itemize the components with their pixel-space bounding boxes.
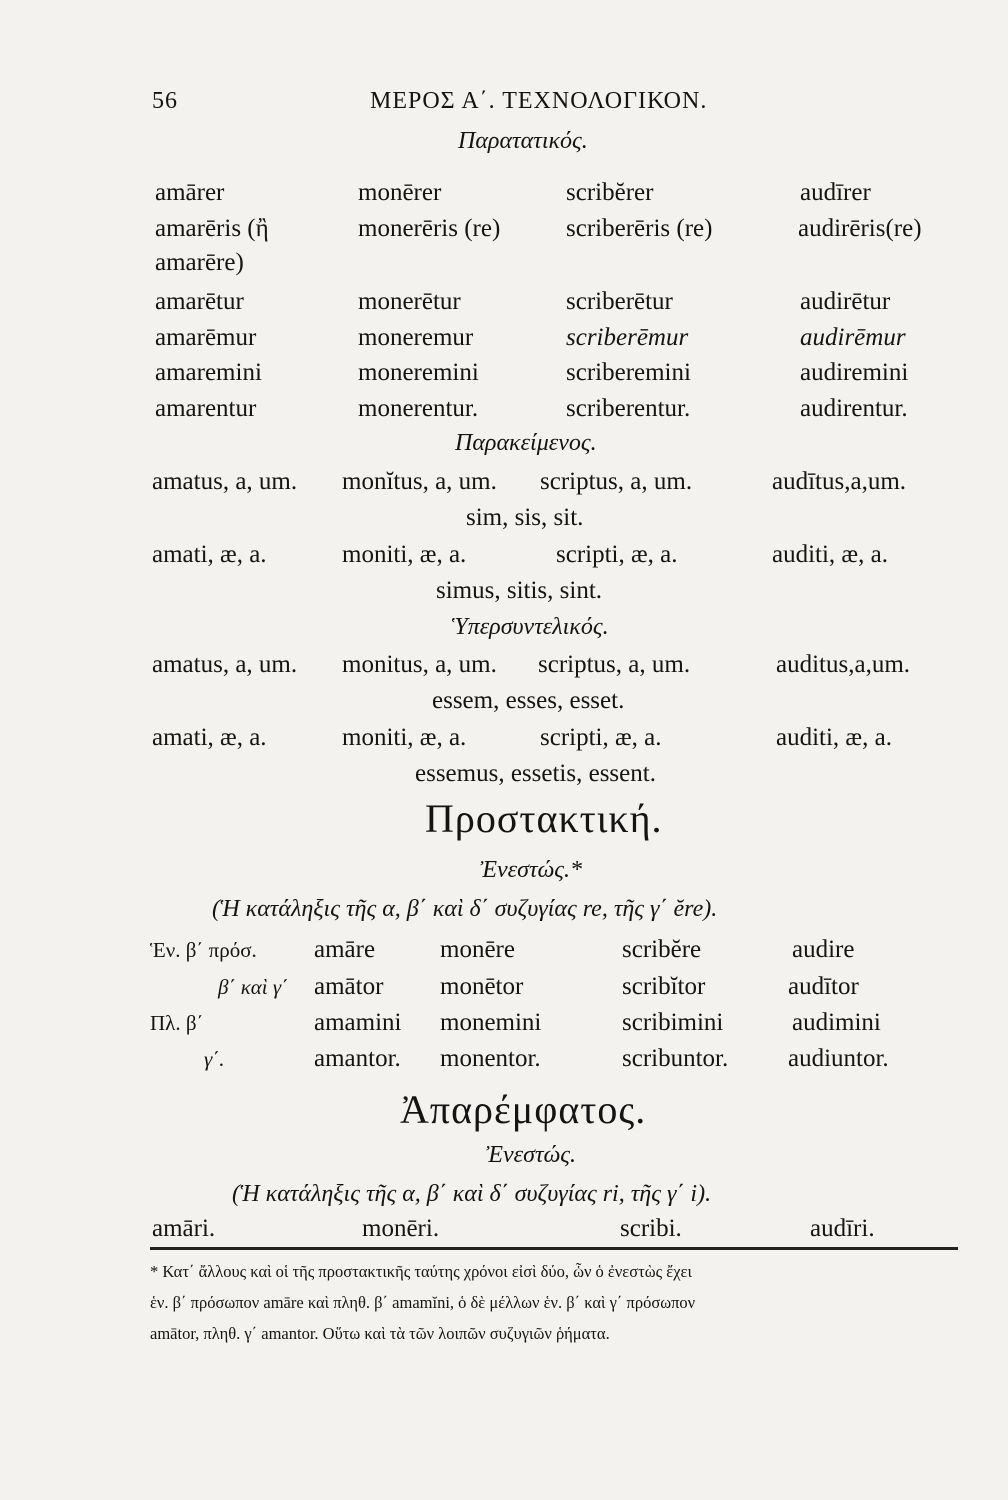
- heading-prostaktike: Προστακτική.: [425, 796, 663, 841]
- running-title: ΜΕΡΟΣ Α΄. ΤΕΧΝΟΛΟΓΙΚΟΝ.: [370, 88, 708, 114]
- cell: monerētur: [358, 288, 461, 315]
- cell: auditi, æ, a.: [776, 724, 892, 751]
- cell: scriberentur.: [566, 395, 691, 422]
- footnote-line: ἑν. β΄ πρόσωπον amāre καὶ πληθ. β΄ amamĭni, ὁ δὲ μέλλων ἑν. β΄ καὶ γ΄ πρόσωπον: [150, 1293, 696, 1312]
- row-label: Πλ. β΄: [150, 1011, 204, 1035]
- cell: audīrer: [800, 179, 871, 206]
- cell: monerēris (re): [358, 215, 501, 242]
- cell: amati, æ, a.: [152, 724, 267, 751]
- cell: amarēmur: [155, 324, 257, 351]
- cell: auditi, æ, a.: [772, 541, 888, 568]
- cell: amati, æ, a.: [152, 541, 267, 568]
- row-label: β΄ καὶ γ΄: [218, 975, 289, 999]
- section-enestos: Ἐνεστώς.*: [480, 857, 583, 883]
- section-parakeimenos: Παρακείμενος.: [455, 430, 597, 456]
- cell: amatus, a, um.: [152, 468, 298, 495]
- cell: monētor: [440, 973, 524, 1000]
- cell: amārer: [155, 179, 225, 206]
- cell: monērer: [358, 179, 442, 206]
- footnote-line: * Κατ΄ ἄλλους καὶ οἱ τῆς προστακτικῆς ταύτης χρόνοι εἰσὶ δύο, ὧν ὁ ἐνεστὼς ἔχει: [150, 1262, 692, 1281]
- cell: scripti, æ, a.: [540, 724, 662, 751]
- cell: scriberemini: [566, 359, 691, 386]
- cell: audirēris(re): [798, 215, 922, 242]
- footnote-line: amātor, πληθ. γ΄ amantor. Οὕτω καὶ τὰ τῶν λοιπῶν συζυγιῶν ῥήματα.: [150, 1324, 610, 1343]
- cell: scriptus, a, um.: [538, 651, 691, 678]
- cell: monĭtus, a, um.: [342, 468, 497, 495]
- footnote-rule: [150, 1247, 958, 1250]
- cell: amāre: [314, 936, 376, 963]
- cell: amarēris (ἢ: [155, 215, 269, 242]
- cell: moneremur: [358, 324, 474, 351]
- section-paratatikos: Παρατατικός.: [458, 128, 588, 154]
- cell: audiuntor.: [788, 1045, 889, 1072]
- cell: amarētur: [155, 288, 244, 315]
- cell: monēri.: [362, 1215, 440, 1242]
- cell: monemini: [440, 1009, 542, 1036]
- cell: amantor.: [314, 1045, 401, 1072]
- cell: audire: [792, 936, 855, 963]
- cell: scribĭtor: [622, 973, 706, 1000]
- cell: scribimini: [622, 1009, 724, 1036]
- page-number: 56: [152, 88, 178, 114]
- cell: amarēre): [155, 249, 244, 276]
- cell: audīri.: [810, 1215, 875, 1242]
- cell: moniti, æ, a.: [342, 724, 467, 751]
- cell: auditus,a,um.: [776, 651, 911, 678]
- cell: scribi.: [620, 1215, 682, 1242]
- cell: amaremini: [155, 359, 262, 386]
- cell: scripti, æ, a.: [556, 541, 678, 568]
- cell: scribuntor.: [622, 1045, 729, 1072]
- cell: monentor.: [440, 1045, 541, 1072]
- cell: audirentur.: [800, 395, 908, 422]
- cell: amamini: [314, 1009, 402, 1036]
- cell: scriberēmur: [566, 324, 689, 351]
- row-label: γ΄.: [204, 1047, 225, 1071]
- cell: monēre: [440, 936, 515, 963]
- aux-line: essemus, essetis, essent.: [415, 760, 656, 787]
- cell: audītus,a,um.: [772, 468, 907, 495]
- section-hypersyntelikos: Ὑπερσυντελικός.: [452, 614, 609, 640]
- cell: moneremini: [358, 359, 479, 386]
- cell: amātor: [314, 973, 384, 1000]
- aux-line: simus, sitis, sint.: [436, 577, 603, 604]
- cell: scriptus, a, um.: [540, 468, 693, 495]
- cell: audītor: [788, 973, 859, 1000]
- ending-note: (Ἡ κατάληξις τῆς α, β΄ καὶ δ΄ συζυγίας re, τῆς γ΄ ĕre).: [212, 896, 718, 922]
- cell: scriberēris (re): [566, 215, 713, 242]
- row-label: Ἑν. β΄ πρόσ.: [150, 938, 257, 962]
- cell: scribĕrer: [566, 179, 654, 206]
- cell: monitus, a, um.: [342, 651, 497, 678]
- ending-note-infinitive: (Ἡ κατάληξις τῆς α, β΄ καὶ δ΄ συζυγίας ri, τῆς γ΄ i).: [232, 1181, 712, 1207]
- cell: monerentur.: [358, 395, 479, 422]
- cell: amatus, a, um.: [152, 651, 298, 678]
- aux-line: essem, esses, esset.: [432, 687, 625, 714]
- cell: audiremini: [800, 359, 909, 386]
- cell: moniti, æ, a.: [342, 541, 467, 568]
- cell: scribĕre: [622, 936, 702, 963]
- cell: amarentur: [155, 395, 257, 422]
- cell: amāri.: [152, 1215, 216, 1242]
- aux-line: sim, sis, sit.: [466, 504, 584, 531]
- heading-aparemphatos: Ἀπαρέμφατος.: [400, 1087, 647, 1132]
- section-enestos-infinitive: Ἐνεστώς.: [486, 1142, 577, 1168]
- cell: scriberētur: [566, 288, 673, 315]
- cell: audimini: [792, 1009, 881, 1036]
- cell: audirēmur: [800, 324, 906, 351]
- cell: audirētur: [800, 288, 891, 315]
